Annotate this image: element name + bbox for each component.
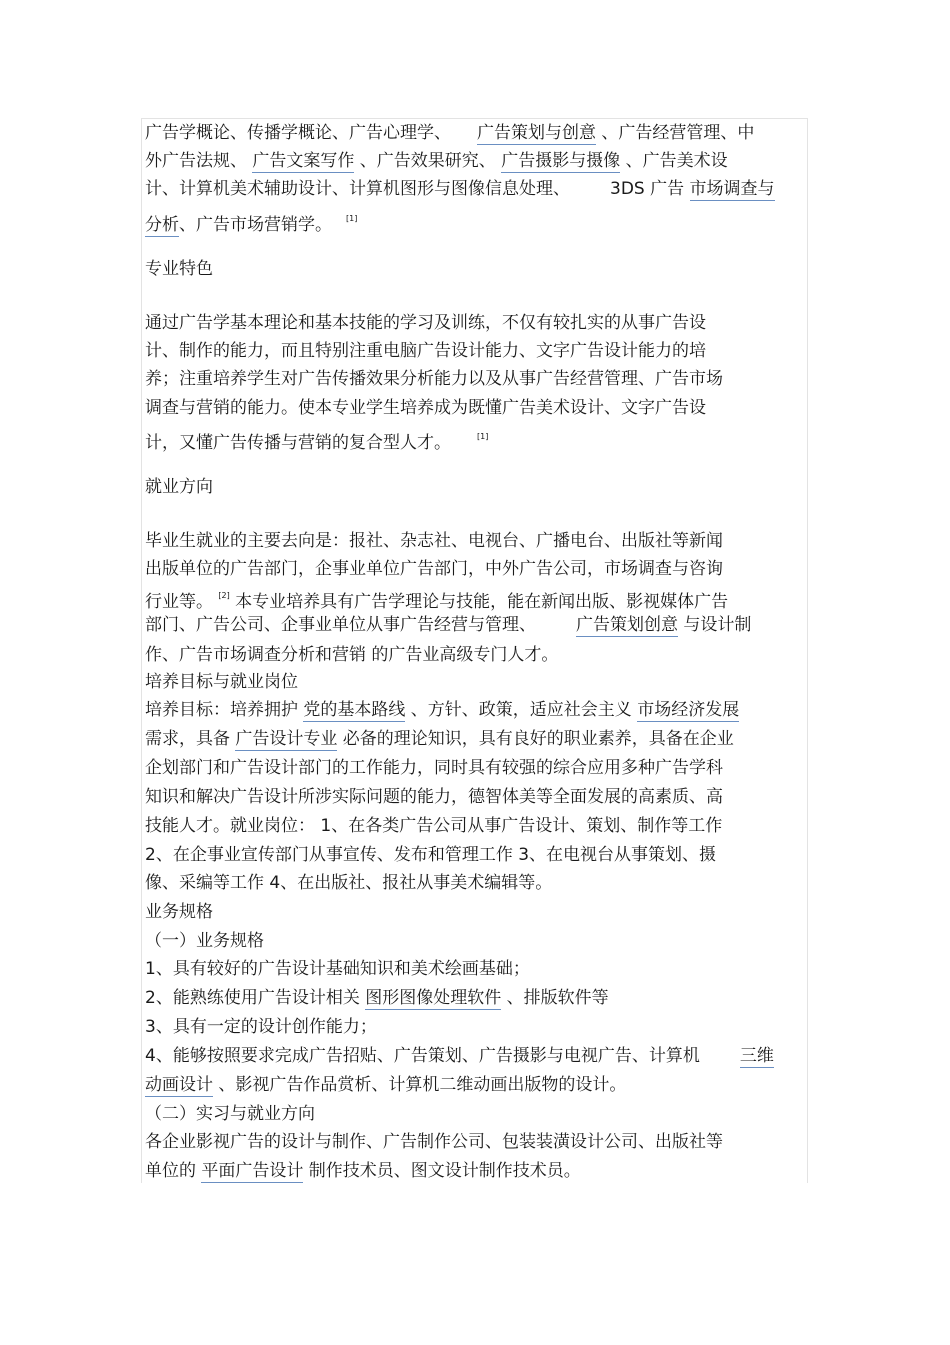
text-run: 计，又懂广告传播与营销的复合型人才。	[145, 433, 451, 453]
text-line	[145, 340, 706, 362]
text-run: 、广告美术设	[620, 151, 728, 171]
text-run: 与设计制	[678, 615, 752, 635]
citation-ref: [1]	[346, 214, 358, 223]
text-line	[145, 671, 298, 693]
text-run: 技能人才。就业岗位： 1、在各类广告公司从事广告设计、策划、制作等工作	[145, 816, 723, 836]
text-run: 调查与营销的能力。使本专业学生培养成为既懂广告美术设计、文字广告设	[145, 398, 706, 418]
text-run: 培养目标：培养拥护	[145, 700, 304, 720]
text-line	[145, 1160, 581, 1182]
citation-ref: [2]	[218, 591, 230, 600]
text-run: 必备的理论知识，具有良好的职业素养，具备在企业	[337, 729, 734, 749]
text-run: （一）业务规格	[145, 931, 264, 951]
text-line	[145, 476, 213, 498]
text-run: 、广告经营管理、中	[596, 123, 755, 143]
text-line	[145, 397, 706, 419]
text-run: 需求，具备	[145, 729, 236, 749]
text-run: 外广告法规、	[145, 151, 253, 171]
text-line	[145, 558, 723, 580]
text-line	[145, 258, 213, 280]
text-run: 广告学概论、传播学概论、广告心理学、	[145, 123, 451, 143]
hyperlink[interactable]: 广告文案写作	[252, 151, 355, 171]
hyperlink[interactable]: 党的基本路线	[303, 700, 406, 720]
text-run: 3、具有一定的设计创作能力；	[145, 1017, 377, 1037]
hyperlink[interactable]: 市场调查与	[689, 179, 775, 199]
text-line	[145, 872, 552, 894]
text-run: 养；注重培养学生对广告传播效果分析能力以及从事广告经营管理、广告市场	[145, 369, 723, 389]
text-line	[145, 958, 530, 980]
text-run: 、广告效果研究、	[354, 151, 502, 171]
text-run: 计、制作的能力，而且特别注重电脑广告设计能力、文字广告设计能力的培	[145, 341, 706, 361]
text-line	[145, 987, 609, 1009]
text-line	[145, 1045, 774, 1067]
text-run: 业务规格	[145, 902, 213, 922]
text-line	[145, 728, 734, 750]
text-line	[145, 426, 488, 454]
text-run: 4、能够按照要求完成广告招贴、广告策划、广告摄影与电视广告、计算机	[145, 1046, 700, 1066]
text-run: 知识和解决广告设计所涉实际问题的能力，德智体美等全面发展的高素质、高	[145, 787, 723, 807]
text-line	[145, 368, 723, 390]
text-line	[145, 1074, 626, 1096]
hyperlink[interactable]: 市场经济发展	[637, 700, 740, 720]
text-run: 通过广告学基本理论和基本技能的学习及训练，不仅有较扎实的从事广告设	[145, 313, 706, 333]
text-run: 各企业影视广告的设计与制作、广告制作公司、包装装潢设计公司、出版社等	[145, 1132, 723, 1152]
text-line	[145, 815, 722, 837]
text-line	[145, 844, 716, 866]
page-frame-top	[141, 118, 808, 119]
text-run: 部门、广告公司、企事业单位从事广告经营与管理、	[145, 615, 536, 635]
hyperlink[interactable]: 广告摄影与摄像	[501, 151, 621, 171]
text-line	[145, 786, 723, 808]
text-run: 、广告市场营销学。	[179, 215, 332, 235]
text-run: 、影视广告作品赏析、计算机二维动画出版物的设计。	[213, 1075, 627, 1095]
text-line	[145, 757, 723, 779]
text-run: 本专业培养具有广告学理论与技能，能在新闻出版、影视媒体广告	[229, 592, 729, 612]
text-run: 2、在企事业宣传部门从事宣传、发布和管理工作 3、在电视台从事策划、摄	[145, 845, 717, 865]
text-line	[145, 122, 754, 144]
citation-ref: [1]	[477, 432, 489, 441]
text-run: 专业特色	[145, 259, 213, 279]
text-line	[145, 208, 357, 236]
text-run: 单位的	[145, 1161, 202, 1181]
hyperlink[interactable]: 三维	[739, 1046, 774, 1066]
page-frame-right	[807, 118, 808, 1183]
hyperlink[interactable]: 广告策划创意	[576, 615, 678, 635]
text-line	[145, 178, 775, 200]
text-run: 2、能熟练使用广告设计相关	[145, 988, 366, 1008]
text-line	[145, 644, 558, 666]
text-line	[145, 930, 264, 952]
text-line	[145, 1016, 377, 1038]
text-run: 出版单位的广告部门，企事业单位广告部门，中外广告公司，市场调查与咨询	[145, 559, 723, 579]
text-run: 培养目标与就业岗位	[145, 672, 298, 692]
text-line	[145, 585, 728, 613]
text-run: 1、具有较好的广告设计基础知识和美术绘画基础；	[145, 959, 530, 979]
hyperlink[interactable]: 广告策划与创意	[477, 123, 596, 143]
text-line	[145, 1131, 723, 1153]
text-run: 像、采编等工作 4、在出版社、报社从事美术编辑等。	[145, 873, 553, 893]
text-run: 、方针、政策，适应社会主义	[405, 700, 638, 720]
text-run: 制作技术员、图文设计制作技术员。	[303, 1161, 581, 1181]
text-run: 企划部门和广告设计部门的工作能力，同时具有较强的综合应用多种广告学科	[145, 758, 723, 778]
text-line	[145, 312, 706, 334]
text-run: （二）实习与就业方向	[145, 1104, 315, 1124]
text-run: 、排版软件等	[501, 988, 609, 1008]
text-line	[145, 1103, 315, 1125]
text-run: 行业等。	[145, 592, 219, 612]
text-line	[145, 150, 728, 172]
text-run: 3DS 广告	[610, 179, 690, 199]
text-run: 作、广告市场调查分析和营销 的广告业高级专门人才。	[145, 645, 559, 665]
page-frame-left	[141, 118, 142, 1183]
hyperlink[interactable]: 动画设计	[145, 1075, 213, 1095]
text-line	[145, 901, 213, 923]
text-run: 毕业生就业的主要去向是：报社、杂志社、电视台、广播电台、出版社等新闻	[145, 531, 723, 551]
text-line	[145, 699, 739, 721]
hyperlink[interactable]: 平面广告设计	[201, 1161, 304, 1181]
hyperlink[interactable]: 分析	[145, 215, 179, 235]
text-line	[145, 530, 723, 552]
hyperlink[interactable]: 图形图像处理软件	[365, 988, 502, 1008]
text-run: 就业方向	[145, 477, 213, 497]
text-run: 计、计算机美术辅助设计、计算机图形与图像信息处理、	[145, 179, 570, 199]
text-line	[145, 614, 751, 636]
hyperlink[interactable]: 广告设计专业	[235, 729, 338, 749]
